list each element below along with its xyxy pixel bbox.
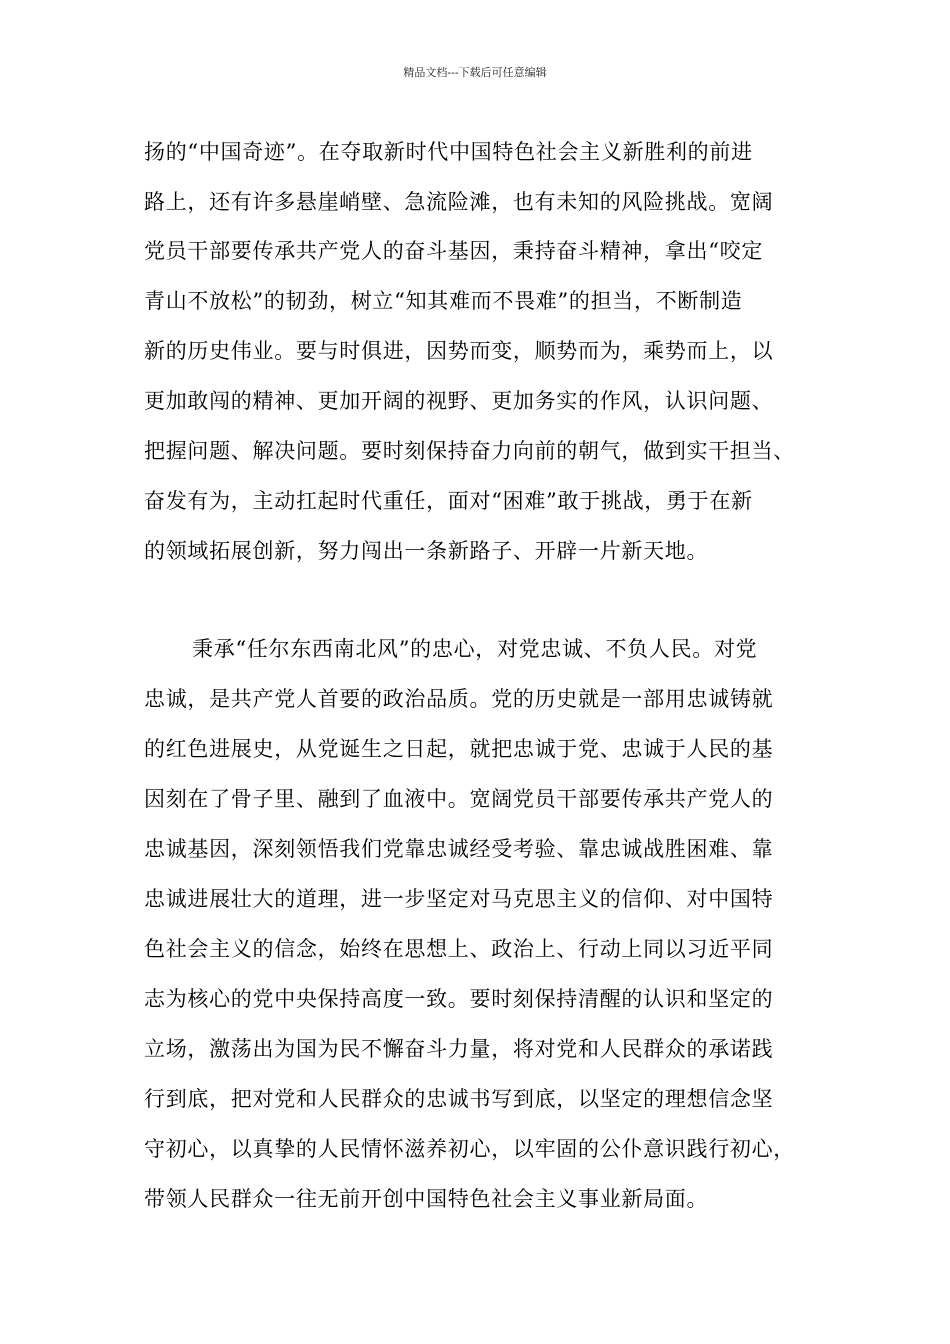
text-line: 守初心，以真挚的人民情怀滋养初心，以牢固的公仆意识践行初心， [144,1137,795,1161]
text-line: 把握问题、解决问题。要时刻保持奋力向前的朝气，做到实干担当、 [144,439,795,463]
text-line: 忠诚基因，深刻领悟我们党靠忠诚经受考验、靠忠诚战胜困难、靠 [144,837,774,861]
text-line: 青山不放松”的韧劲，树立“知其难而不畏难”的担当，不断制造 [144,289,743,313]
text-line: 奋发有为，主动扛起时代重任，面对“困难”敢于挑战，勇于在新 [144,489,753,513]
text-line: 新的历史伟业。要与时俱进，因势而变，顺势而为，乘势而上，以 [144,339,774,363]
text-line: 的红色进展史，从党诞生之日起，就把忠诚于党、忠诚于人民的基 [144,737,774,761]
text-line: 因刻在了骨子里、融到了血液中。宽阔党员干部要传承共产党人的 [144,787,774,811]
text-line: 带领人民群众一往无前开创中国特色社会主义事业新局面。 [144,1187,709,1211]
text-line: 忠诚，是共产党人首要的政治品质。党的历史就是一部用忠诚铸就 [144,687,774,711]
text-line: 更加敢闯的精神、更加开阔的视野、更加务实的作风，认识问题、 [144,389,774,413]
text-line: 行到底，把对党和人民群众的忠诚书写到底，以坚定的理想信念坚 [144,1087,774,1111]
text-line: 色社会主义的信念，始终在思想上、政治上、行动上同以习近平同 [144,937,774,961]
text-line: 志为核心的党中央保持高度一致。要时刻保持清醒的认识和坚定的 [144,987,774,1011]
page-header: 精品文档---下载后可任意编辑 [403,66,547,79]
text-line: 路上，还有许多悬崖峭壁、急流险滩，也有未知的风险挑战。宽阔 [144,190,774,214]
text-line: 忠诚进展壮大的道理，进一步坚定对马克思主义的信仰、对中国特 [144,887,774,911]
text-line: 秉承“任尔东西南北风”的忠心，对党忠诚、不负人民。对党 [192,637,758,661]
text-line: 立场，激荡出为国为民不懈奋斗力量，将对党和人民群众的承诺践 [144,1037,774,1061]
text-line: 的领域拓展创新，努力闯出一条新路子、开辟一片新天地。 [144,539,709,563]
text-line: 党员干部要传承共产党人的奋斗基因，秉持奋斗精神，拿出“咬定 [144,239,764,263]
text-line: 扬的“中国奇迹”。在夺取新时代中国特色社会主义新胜利的前进 [144,140,753,164]
